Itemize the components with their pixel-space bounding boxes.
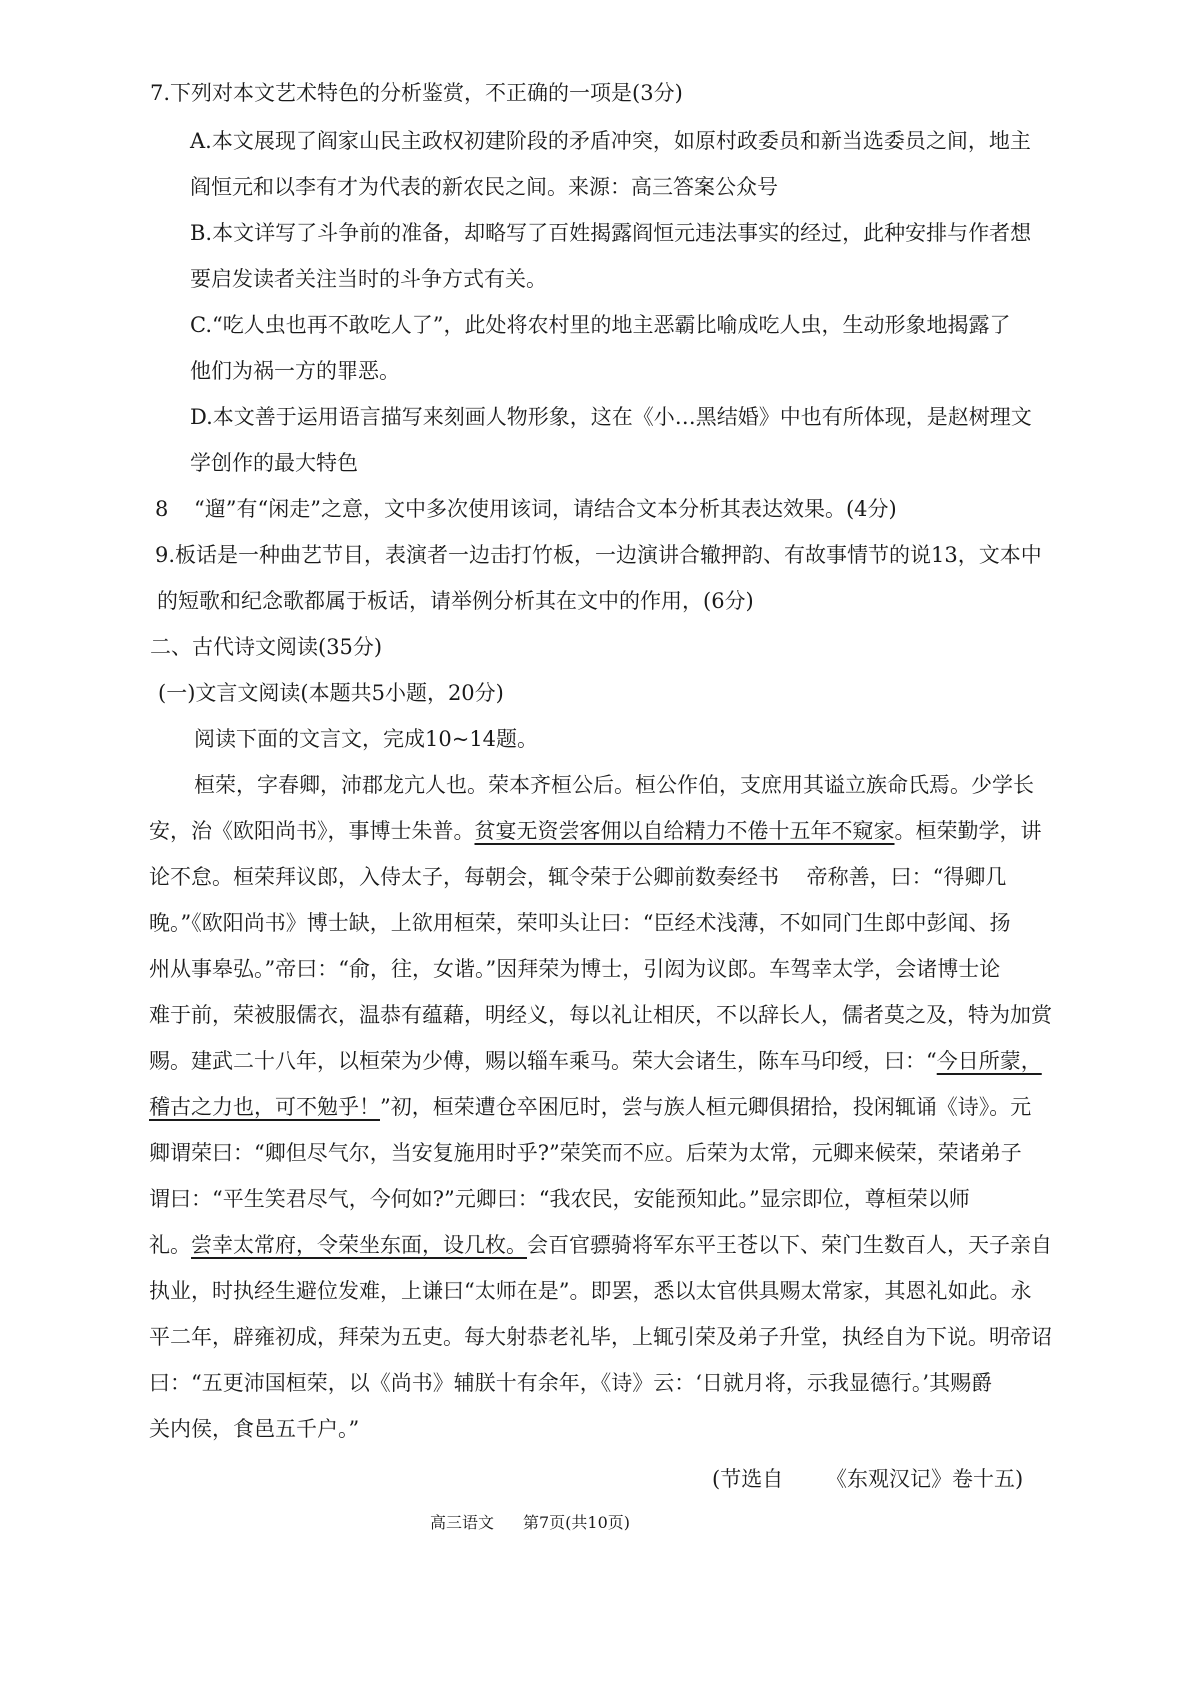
passage-text: 安，治《欧阳尚书》，事博士朱普。: [149, 819, 475, 843]
option-b-line-2: 要启发读者关注当时的斗争方式有关。: [190, 267, 547, 291]
source-citation-prefix: (节选自: [712, 1467, 784, 1491]
option-c-line-2: 他们为祸一方的罪恶。: [190, 359, 400, 383]
source-citation-title: 《东观汉记》卷十五): [826, 1467, 1024, 1491]
question-8-number: 8: [155, 497, 169, 521]
source-note: 来源：高三答案公众号: [568, 175, 778, 199]
passage-line-11: [149, 1231, 1052, 1259]
reading-instruction: 阅读下面的文言文，完成10~14题。: [194, 727, 539, 751]
question-9-line-1: 9.板话是一种曲艺节目，表演者一边击打竹板，一边演讲合辙押韵、有故事情节的说13，文本中: [155, 543, 1042, 567]
question-8-text: “遛”有“闲走”之意，文中多次使用该词，请结合文本分析其表达效果。(4分): [194, 497, 897, 521]
underlined-sentence: 今日所蒙，: [936, 1049, 1042, 1073]
passage-line-13: 平二年，辟雍初成，拜荣为五吏。每大射恭老礼毕，上辄引荣及弟子升堂，执经自为下说。明帝诏: [149, 1325, 1052, 1349]
option-d-line-1: D.本文善于运用语言描写来刻画人物形象，这在《小…黑结婚》中也有所体现，是赵树理文: [190, 405, 1032, 429]
passage-line-9: 卿谓荣曰：“卿但尽气尔，当安复施用时乎?”荣笑而不应。后荣为太常，元卿来候荣，荣诸弟子: [149, 1141, 1022, 1165]
passage-line-12: 执业，时执经生避位发难，上谦曰“太师在是”。即罢，悉以太官供具赐太常家，其恩礼如此。永: [149, 1279, 1032, 1303]
passage-line-8: [149, 1093, 1031, 1121]
option-a-text: 阎恒元和以李有才为代表的新农民之间。: [190, 175, 568, 199]
question-7-stem: 7.下列对本文艺术特色的分析鉴赏，不正确的一项是(3分): [150, 81, 683, 105]
option-c-line-1: C.“吃人虫也再不敢吃人了”，此处将农村里的地主恶霸比喻成吃人虫，生动形象地揭露了: [190, 313, 1011, 337]
passage-line-3: 论不怠。桓荣拜议郎，入侍太子，每朝会，辄令荣于公卿前数奏经书 帝称善，曰：“得卿几: [149, 865, 1007, 889]
question-9-line-2: 的短歌和纪念歌都属于板话，请举例分析其在文中的作用，(6分): [157, 589, 754, 613]
passage-text: 。桓荣勤学，讲: [894, 819, 1042, 843]
passage-line-4: 晚。”《欧阳尚书》博士缺，上欲用桓荣，荣叩头让曰：“臣经术浅薄，不如同门生郎中彭闻、扬: [149, 911, 1011, 935]
underlined-sentence: 尝幸太常府，令荣坐东面，设几枚。: [191, 1233, 527, 1257]
footer-subject: 高三语文: [430, 1513, 495, 1532]
passage-line-5: 州从事皋弘。”帝曰：“俞，往，女谐。”因拜荣为博士，引闳为议郎。车驾幸太学，会诸博士论: [149, 957, 1001, 981]
footer-page-number: 第7页(共10页): [523, 1513, 631, 1532]
section-title: 二、古代诗文阅读(35分): [150, 635, 383, 659]
passage-text: 会百官骠骑将军东平王苍以下、荣门生数百人，天子亲自: [527, 1233, 1052, 1257]
passage-line-10: 谓曰：“平生笑君尽气，今何如?”元卿曰：“我农民，安能预知此。”显宗即位，尊桓荣以师: [149, 1187, 970, 1211]
passage-line-14: 曰：“五更沛国桓荣，以《尚书》辅朕十有余年，《诗》云：‘日就月将，示我显德行。’其赐爵: [149, 1371, 993, 1395]
option-a-line-1: A.本文展现了阎家山民主政权初建阶段的矛盾冲突，如原村政委员和新当选委员之间，地主: [190, 129, 1031, 153]
passage-line-1: 桓荣，字春卿，沛郡龙亢人也。荣本齐桓公后。桓公作伯，支庶用其谥立族命氏焉。少学长: [194, 773, 1034, 797]
passage-text: 礼。: [149, 1233, 191, 1257]
passage-line-2: [149, 817, 1042, 845]
passage-line-6: 难于前，荣被服儒衣，温恭有蕴藉，明经义，每以礼让相厌，不以辞长人，儒者莫之及，特为加赏: [149, 1003, 1052, 1027]
passage-line-15: 关内侯，食邑五千户。”: [149, 1417, 360, 1441]
subsection-title: (一)文言文阅读(本题共5小题，20分): [158, 681, 504, 705]
option-a-line-2: [190, 173, 778, 201]
underlined-sentence: 稽古之力也，可不勉乎！: [149, 1095, 380, 1119]
underlined-sentence: 贫宴无资尝客佣以自给精力不倦十五年不窥家: [474, 819, 895, 843]
passage-text: 赐。建武二十八年，以桓荣为少傅，赐以辎车乘马。荣大会诸生，陈车马印绶，曰：“: [149, 1049, 937, 1073]
passage-text: ”初，桓荣遭仓卒困厄时，尝与族人桓元卿俱捃拾，投闲辄诵《诗》。元: [380, 1095, 1032, 1119]
option-b-line-1: B.本文详写了斗争前的准备，却略写了百姓揭露阎恒元违法事实的经过，此种安排与作者想: [190, 221, 1032, 245]
passage-line-7: [149, 1047, 1042, 1075]
option-d-line-2: 学创作的最大特色: [190, 451, 358, 475]
